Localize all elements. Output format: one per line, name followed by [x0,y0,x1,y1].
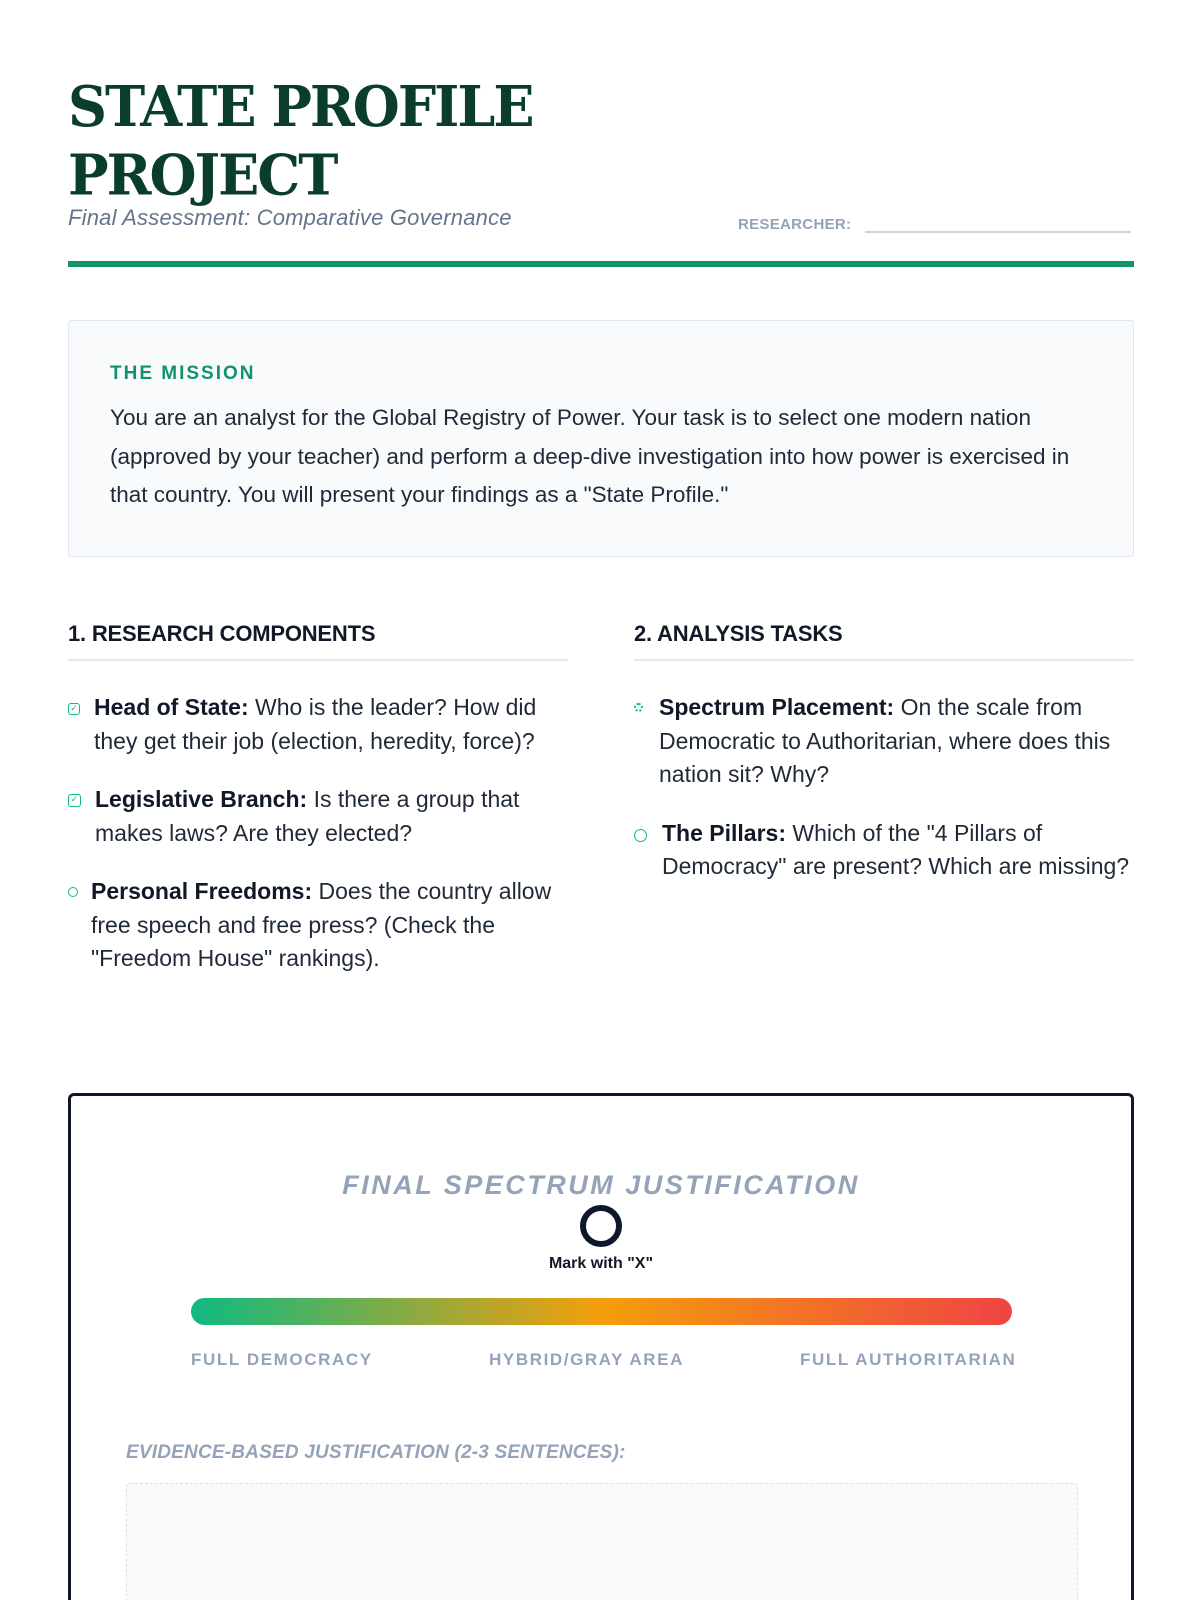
spectrum-title: FINAL SPECTRUM JUSTIFICATION [342,1170,860,1200]
list-item [68,783,568,850]
page-subtitle: Final Assessment: Comparative Governance [68,205,512,230]
list-item [634,817,1134,884]
item-label: Personal Freedoms: [91,878,313,904]
page-header [68,72,1134,268]
checkbox-icon: ✓ [68,794,81,807]
spectrum-marker-circle[interactable] [580,1205,622,1247]
item-label: Head of State: [94,694,249,720]
scale-label-hybrid: HYBRID/GRAY AREA [489,1350,685,1369]
scale-label-authoritarian: FULL AUTHORITARIAN [800,1350,1017,1369]
page-title: STATE PROFILE PROJECT [68,73,533,209]
item-text: Is there a group that makes laws? Are they elected? [95,786,520,846]
justification-answer-box[interactable] [126,1483,1078,1600]
item-text: On the scale from Democratic to Authoritarian, where does this nation sit? Why? [659,694,1111,787]
spectrum-justification-panel [68,1093,1134,1600]
list-item [68,691,568,758]
mission-heading: THE MISSION [110,363,256,384]
item-label: Legislative Branch: [95,786,308,812]
research-components-heading: 1. RESEARCH COMPONENTS [68,621,568,661]
mission-body: You are an analyst for the Global Registry of Power. Your task is to select one modern nation (approved by your teacher) and perform a deep-dive investigation into how power is exercised in that country. You will present your findings as a "State Profile." [110,405,1070,507]
item-label: Spectrum Placement: [659,694,895,720]
researcher-name-line[interactable] [865,209,1131,233]
worksheet-page [68,0,1134,1600]
research-components-section [68,621,568,1001]
circle-icon [68,887,78,897]
item-text: Who is the leader? How did they get their job (election, heredity, force)? [94,694,537,754]
list-item [634,691,1134,792]
item-text: Does the country allow free speech and free press? (Check the "Freedom House" rankings). [91,878,552,971]
circle-icon [634,829,647,842]
list-item [68,875,568,976]
item-label: The Pillars: [662,819,786,846]
header-divider [68,261,1134,267]
checkbox-icon: ✓ [68,703,80,715]
analysis-tasks-heading: 2. ANALYSIS TASKS [634,621,1134,661]
analysis-tasks-section [634,621,1134,909]
justification-label: EVIDENCE-BASED JUSTIFICATION (2-3 SENTENCES): [126,1442,626,1463]
researcher-field [738,209,1131,233]
researcher-label: RESEARCHER: [738,216,852,233]
spectrum-gradient-bar[interactable] [191,1298,1012,1325]
marker-label: Mark with "X" [548,1255,654,1272]
scale-label-democracy: FULL DEMOCRACY [191,1350,373,1369]
item-text: Which of the "4 Pillars of Democracy" are present? Which are missing? [662,819,1130,879]
mission-panel [68,320,1134,557]
gear-icon [634,703,643,712]
